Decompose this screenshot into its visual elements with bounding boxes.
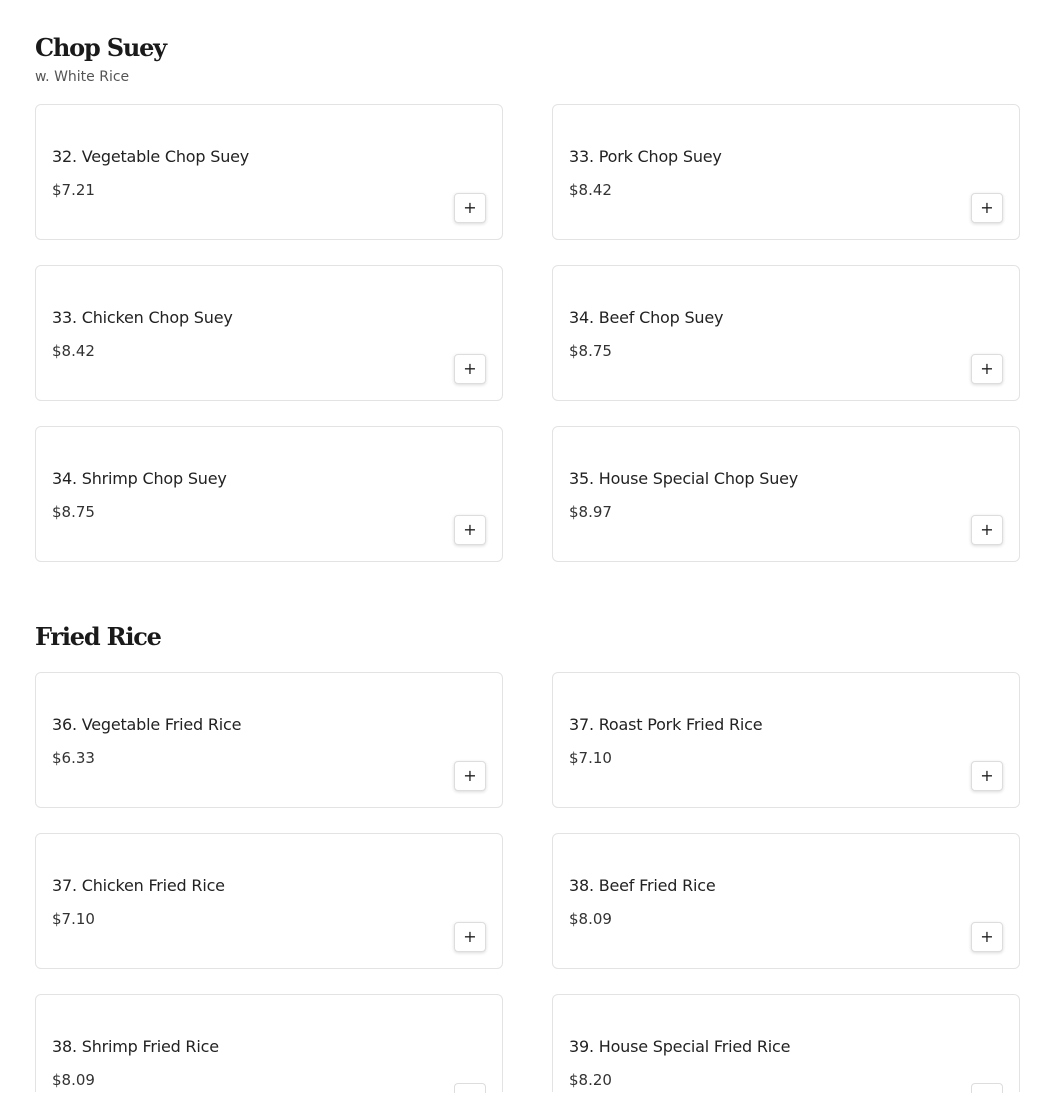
menu-item-name: 36. Vegetable Fried Rice: [52, 715, 242, 734]
menu-item-price: $8.75: [52, 503, 95, 521]
menu-item-name: 33. Pork Chop Suey: [569, 147, 722, 166]
plus-icon: +: [463, 520, 477, 539]
menu-item-name: 37. Roast Pork Fried Rice: [569, 715, 763, 734]
menu-item-name: 34. Beef Chop Suey: [569, 308, 724, 327]
plus-icon: +: [980, 359, 994, 378]
add-to-cart-button[interactable]: [971, 193, 1003, 223]
menu-item-card[interactable]: [552, 426, 1020, 562]
plus-icon: +: [980, 520, 994, 539]
add-to-cart-button[interactable]: [971, 761, 1003, 791]
menu-item-card[interactable]: [35, 994, 503, 1092]
menu-item-name: 38. Beef Fried Rice: [569, 876, 716, 895]
menu-item-price: $7.10: [52, 910, 95, 928]
menu-item-name: 38. Shrimp Fried Rice: [52, 1037, 219, 1056]
add-to-cart-button[interactable]: [454, 761, 486, 791]
menu-item-price: $7.10: [569, 749, 612, 767]
menu-item-card[interactable]: [35, 104, 503, 240]
menu-item-price: $7.21: [52, 181, 95, 199]
plus-icon: +: [980, 766, 994, 785]
menu-item-card[interactable]: [35, 265, 503, 401]
menu-item-name: 39. House Special Fried Rice: [569, 1037, 791, 1056]
menu-item-name: 32. Vegetable Chop Suey: [52, 147, 250, 166]
add-to-cart-button[interactable]: [971, 922, 1003, 952]
plus-icon: +: [463, 927, 477, 946]
menu-item-card[interactable]: [35, 426, 503, 562]
plus-icon: +: [463, 766, 477, 785]
menu-item-card[interactable]: [552, 265, 1020, 401]
menu-item-name: 33. Chicken Chop Suey: [52, 308, 233, 327]
add-to-cart-button[interactable]: [454, 922, 486, 952]
menu-item-card[interactable]: [35, 672, 503, 808]
menu-item-price: $8.97: [569, 503, 612, 521]
menu-item-price: $6.33: [52, 749, 95, 767]
menu-item-card[interactable]: [552, 104, 1020, 240]
menu-item-price: $8.75: [569, 342, 612, 360]
plus-icon: +: [463, 359, 477, 378]
plus-icon: +: [463, 198, 477, 217]
menu-item-price: $8.20: [569, 1071, 612, 1089]
add-to-cart-button[interactable]: [454, 354, 486, 384]
menu-item-card[interactable]: [552, 994, 1020, 1092]
plus-icon: +: [980, 927, 994, 946]
menu-item-card[interactable]: [552, 672, 1020, 808]
add-to-cart-button[interactable]: [454, 515, 486, 545]
menu-item-name: 34. Shrimp Chop Suey: [52, 469, 227, 488]
add-to-cart-button[interactable]: [971, 515, 1003, 545]
add-to-cart-button[interactable]: [454, 193, 486, 223]
section-subtitle-chop-suey: w. White Rice: [35, 69, 130, 85]
menu-item-price: $8.42: [569, 181, 612, 199]
plus-icon: +: [980, 198, 994, 217]
menu-item-card[interactable]: [552, 833, 1020, 969]
section-title-fried-rice: Fried Rice: [35, 622, 161, 651]
menu-item-name: 35. House Special Chop Suey: [569, 469, 799, 488]
menu-item-price: $8.42: [52, 342, 95, 360]
menu-item-card[interactable]: [35, 833, 503, 969]
menu-item-name: 37. Chicken Fried Rice: [52, 876, 225, 895]
add-to-cart-button[interactable]: [971, 354, 1003, 384]
section-title-chop-suey: Chop Suey: [35, 33, 166, 62]
menu-item-price: $8.09: [52, 1071, 95, 1089]
menu-item-price: $8.09: [569, 910, 612, 928]
